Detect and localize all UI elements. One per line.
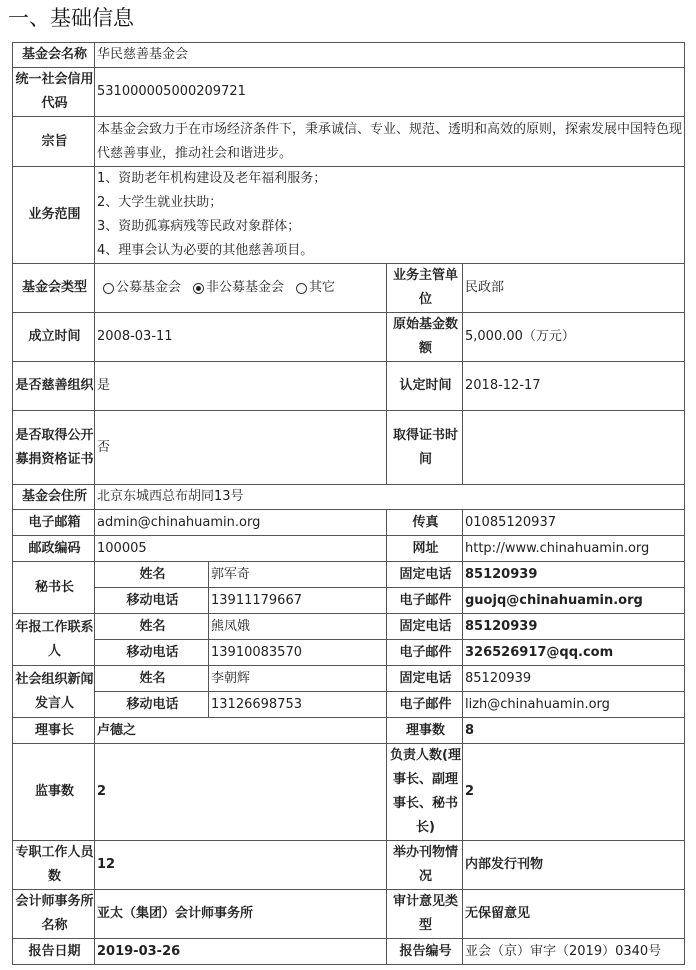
contact-phone: 85120939 <box>463 666 685 692</box>
leaders-label: 负责人数(理事长、副理事长、秘书长) <box>387 744 463 841</box>
recognized-value: 2018-12-17 <box>463 362 685 411</box>
contact-name: 郭军奇 <box>209 562 387 588</box>
original-fund-value: 5,000.00（万元） <box>463 313 685 362</box>
scope-label: 业务范围 <box>13 167 95 264</box>
contact-name: 李朝辉 <box>209 666 387 692</box>
contact-mobile-label: 移动电话 <box>95 640 209 666</box>
contact-mobile: 13126698753 <box>209 692 387 718</box>
contact-mobile: 13911179667 <box>209 588 387 614</box>
is-charity-value: 是 <box>95 362 387 411</box>
authority-value: 民政部 <box>463 264 685 313</box>
purpose-value: 本基金会致力于在市场经济条件下，秉承诚信、专业、规范、透明和高效的原则，探索发展中国特色现代慈善事业，推动社会和谐进步。 <box>95 117 685 167</box>
radio-icon[interactable] <box>296 283 307 294</box>
fax-value: 01085120937 <box>463 510 685 536</box>
cert-time-value <box>463 411 685 485</box>
supervisors-value: 2 <box>95 744 387 841</box>
scope-item: 4、理事会认为必要的其他慈善项目。 <box>97 243 314 258</box>
recognized-label: 认定时间 <box>387 362 463 411</box>
contact-mobile-label: 移动电话 <box>95 588 209 614</box>
contact-phone-label: 固定电话 <box>387 614 463 640</box>
contact-name-label: 姓名 <box>95 614 209 640</box>
public-fundraising-value: 否 <box>95 411 387 485</box>
report-date-value: 2019-03-26 <box>95 939 387 965</box>
email-value: admin@chinahuamin.org <box>95 510 387 536</box>
report-no-value: 亚会（京）审字（2019）0340号 <box>463 939 685 965</box>
name-value: 华民慈善基金会 <box>95 43 685 68</box>
postcode-label: 邮政编码 <box>13 536 95 562</box>
contact-mail-label: 电子邮件 <box>387 588 463 614</box>
scope-item: 3、资助孤寡病残等民政对象群体； <box>97 219 301 234</box>
cert-time-label: 取得证书时间 <box>387 411 463 485</box>
type-option-nonpublic[interactable]: 非公募基金会 <box>187 276 284 300</box>
chairman-value: 卢德之 <box>95 718 387 744</box>
contact-mail-label: 电子邮件 <box>387 640 463 666</box>
contact-name: 熊凤娥 <box>209 614 387 640</box>
contact-mail: guojq@chinahuamin.org <box>463 588 685 614</box>
contact-role: 社会组织新闻发言人 <box>13 666 95 718</box>
contact-mail-label: 电子邮件 <box>387 692 463 718</box>
name-label: 基金会名称 <box>13 43 95 68</box>
fax-label: 传真 <box>387 510 463 536</box>
auditor-label: 会计师事务所名称 <box>13 890 95 939</box>
supervisors-label: 监事数 <box>13 744 95 841</box>
chairman-label: 理事长 <box>13 718 95 744</box>
section-title: 一、基础信息 <box>8 6 134 30</box>
auditor-value: 亚太（集团）会计师事务所 <box>95 890 387 939</box>
contact-mobile-label: 移动电话 <box>95 692 209 718</box>
address-value: 北京东城西总布胡同13号 <box>95 485 685 510</box>
contact-mail: 326526917@qq.com <box>463 640 685 666</box>
contact-mobile: 13910083570 <box>209 640 387 666</box>
report-date-label: 报告日期 <box>13 939 95 965</box>
contact-phone-label: 固定电话 <box>387 562 463 588</box>
radio-icon[interactable] <box>103 283 114 294</box>
is-charity-label: 是否慈善组织 <box>13 362 95 411</box>
website-value: http://www.chinahuamin.org <box>463 536 685 562</box>
contact-phone: 85120939 <box>463 562 685 588</box>
audit-opinion-value: 无保留意见 <box>463 890 685 939</box>
contact-role: 秘书长 <box>13 562 95 614</box>
founded-value: 2008-03-11 <box>95 313 387 362</box>
publication-label: 举办刊物情况 <box>387 841 463 890</box>
basic-info-table <box>12 42 685 965</box>
postcode-value: 100005 <box>95 536 387 562</box>
contact-mail: lizh@chinahuamin.org <box>463 692 685 718</box>
publication-value: 内部发行刊物 <box>463 841 685 890</box>
directors-label: 理事数 <box>387 718 463 744</box>
credit-code-label: 统一社会信用代码 <box>13 68 95 117</box>
staff-value: 12 <box>95 841 387 890</box>
type-label: 基金会类型 <box>13 264 95 313</box>
contact-phone-label: 固定电话 <box>387 666 463 692</box>
contact-name-label: 姓名 <box>95 562 209 588</box>
founded-label: 成立时间 <box>13 313 95 362</box>
type-option-public[interactable]: 公募基金会 <box>97 276 181 300</box>
leaders-value: 2 <box>463 744 685 841</box>
authority-label: 业务主管单位 <box>387 264 463 313</box>
scope-item: 2、大学生就业扶助； <box>97 195 223 210</box>
type-option-other[interactable]: 其它 <box>290 276 335 300</box>
radio-checked-icon[interactable] <box>193 283 204 294</box>
public-fundraising-label: 是否取得公开募捐资格证书 <box>13 411 95 485</box>
address-label: 基金会住所 <box>13 485 95 510</box>
purpose-label: 宗旨 <box>13 117 95 167</box>
contact-phone: 85120939 <box>463 614 685 640</box>
report-no-label: 报告编号 <box>387 939 463 965</box>
staff-label: 专职工作人员数 <box>13 841 95 890</box>
original-fund-label: 原始基金数额 <box>387 313 463 362</box>
email-label: 电子邮箱 <box>13 510 95 536</box>
contact-name-label: 姓名 <box>95 666 209 692</box>
directors-value: 8 <box>463 718 685 744</box>
type-radio-group <box>95 264 387 313</box>
scope-list <box>95 167 685 264</box>
credit-code-value: 531000005000209721 <box>95 68 685 117</box>
website-label: 网址 <box>387 536 463 562</box>
audit-opinion-label: 审计意见类型 <box>387 890 463 939</box>
scope-item: 1、资助老年机构建设及老年福利服务； <box>97 171 327 186</box>
contact-role: 年报工作联系人 <box>13 614 95 666</box>
